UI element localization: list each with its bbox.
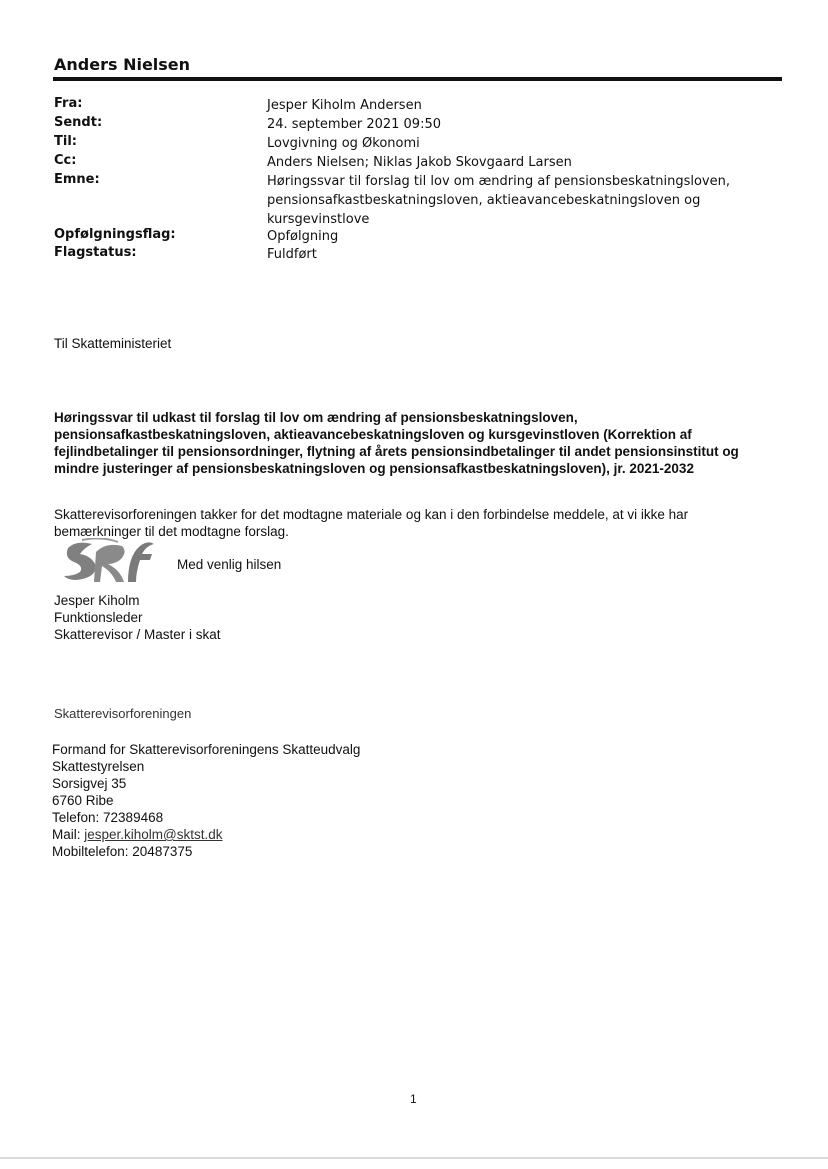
from-value: Jesper Kiholm Andersen (267, 98, 422, 113)
sent-label: Sendt: (54, 115, 103, 130)
header-rule (53, 77, 782, 81)
to-label: Til: (54, 134, 77, 149)
signature-block (54, 592, 221, 643)
contact-line: Sorsigvej 35 (52, 776, 127, 791)
letter-subject-line: pensionsafkastbeskatningsloven, aktieavancebeskatningsloven og kursgevinstloven (Korrektion af (54, 427, 692, 442)
srf-logo (62, 538, 154, 584)
subject-label: Emne: (54, 172, 100, 187)
sender-name: Anders Nielsen (54, 55, 191, 74)
signature-name: Jesper Kiholm (54, 593, 140, 608)
signature-title: Funktionsleder (54, 610, 143, 625)
subject-value-line: Høringssvar til forslag til lov om ændring af pensionsbeskatningsloven, (267, 174, 730, 189)
contact-line: 6760 Ribe (52, 793, 114, 808)
page-number: 1 (410, 1092, 417, 1106)
letter-subject (54, 409, 774, 477)
letter-subject-line: fejlindbetalinger til pensionsordninger, flytning af årets pensionsindbetalinger til andet pensionsinstitut og (54, 444, 739, 459)
letter-subject-line: mindre justeringer af pensionsbeskatningsloven og pensionsafkastbeskatningsloven), jr. 2021-2032 (54, 461, 694, 476)
recipient-line: Til Skatteministeriet (54, 336, 172, 351)
contact-phone: Telefon: 72389468 (52, 810, 164, 825)
body-paragraph-line: Skatterevisorforeningen takker for det modtagne materiale og kan i den forbindelse meddele, at vi ikke har (54, 507, 689, 522)
contact-mail (52, 826, 360, 843)
cc-label: Cc: (54, 153, 77, 168)
contact-line: Formand for Skatterevisorforeningens Skatteudvalg (52, 742, 361, 757)
body-paragraph-line: bemærkninger til det modtagne forslag. (54, 524, 289, 539)
contact-line: Skattestyrelsen (52, 759, 145, 774)
contact-block (52, 741, 360, 860)
cc-value: Anders Nielsen; Niklas Jakob Skovgaard Larsen (267, 155, 572, 170)
contact-mobile: Mobiltelefon: 20487375 (52, 844, 193, 859)
mail-link[interactable]: jesper.kiholm@sktst.dk (84, 827, 223, 842)
followup-label: Opfølgningsflag: (54, 227, 176, 242)
subject-value (267, 172, 787, 229)
signature-role: Skatterevisor / Master i skat (54, 627, 221, 642)
scan-edge (0, 1157, 828, 1159)
flagstatus-label: Flagstatus: (54, 245, 137, 260)
flagstatus-value: Fuldført (267, 247, 317, 262)
to-value: Lovgivning og Økonomi (267, 136, 420, 151)
sent-value: 24. september 2021 09:50 (267, 117, 441, 132)
followup-value: Opfølgning (267, 229, 339, 244)
mail-label: Mail: (52, 827, 85, 842)
closing-greeting: Med venlig hilsen (177, 557, 282, 572)
from-label: Fra: (54, 96, 83, 111)
organization-name: Skatterevisorforeningen (54, 706, 192, 721)
subject-value-line: pensionsafkastbeskatningsloven, aktieavancebeskatningsloven og kursgevinstlove (267, 193, 701, 227)
body-paragraph (54, 506, 774, 540)
letter-subject-line: Høringssvar til udkast til forslag til lov om ændring af pensionsbeskatningsloven, (54, 410, 578, 425)
